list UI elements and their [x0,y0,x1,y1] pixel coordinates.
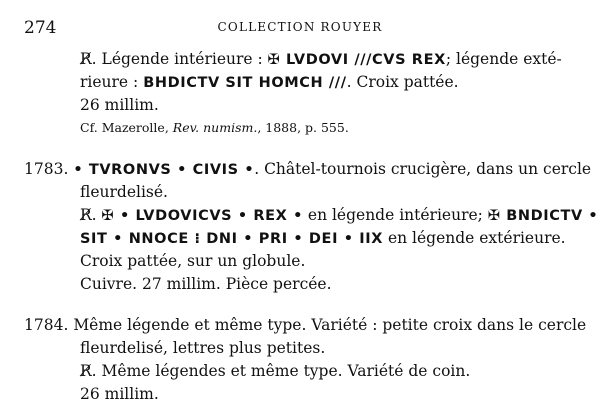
entry-1783-line-2: fleurdelisé. [80,183,168,201]
coin-legend: ✠ BNDICTV • [487,208,599,224]
entry-number: 1783. [24,160,69,178]
text: Légende intérieure : [101,50,263,68]
entry-1783-line-1 [24,160,591,178]
entry-1783-line-6: Cuivre. 27 millim. Pièce percée. [80,275,332,293]
entry-1783-line-4 [80,229,566,247]
entry-1784-line-3 [80,362,470,380]
entry-1783-line-5: Croix pattée, sur un globule. [80,252,306,270]
reverse-mark: R̸. [80,206,97,224]
entry-1784-line-2: fleurdelisé, lettres plus petites. [80,339,326,357]
text: Même légendes et même type. Variété de coin. [101,362,471,380]
reverse-mark: R̸. [80,362,97,380]
text: Même légende et même type. Variété : petite croix dans le cercle [73,316,587,334]
prev-line-1 [80,50,562,68]
text: . Châtel-tournois crucigère, dans un cercle [254,160,592,178]
journal-title: Rev. numism. [172,120,258,135]
entry-number: 1784. [24,316,69,334]
entry-1783-line-3 [80,206,598,224]
entry-1784-line-4: 26 millim. [80,385,159,403]
running-title: COLLECTION ROUYER [217,20,383,34]
page-header [24,18,576,40]
prev-line-3: 26 millim. [80,96,159,114]
coin-legend: ✠ • LVDOVICVS • REX • [101,208,303,224]
text: Cf. Mazerolle, [80,120,169,135]
text: en légende extérieure. [387,229,566,247]
text: rieure : [80,73,139,91]
coin-legend: SIT • NNOCE ⁝ DNI • PRI • DEI • IIX [80,231,383,247]
coin-legend: ✠ LVDOVI ///CVS REX [267,52,446,68]
text: , 1888, p. 555. [257,120,349,135]
text: ; légende exté- [445,50,562,68]
text: . Croix pattée. [346,73,459,91]
coin-legend: BHDICTV SIT HOMCH /// [143,75,347,91]
page-number: 274 [24,18,57,38]
prev-citation [80,120,349,135]
reverse-mark: R̸. [80,50,97,68]
prev-line-2 [80,73,459,91]
coin-legend: • TVRONVS • CIVIS • [73,162,255,178]
entry-1784-line-1 [24,316,586,334]
text: en légende intérieure; [307,206,483,224]
